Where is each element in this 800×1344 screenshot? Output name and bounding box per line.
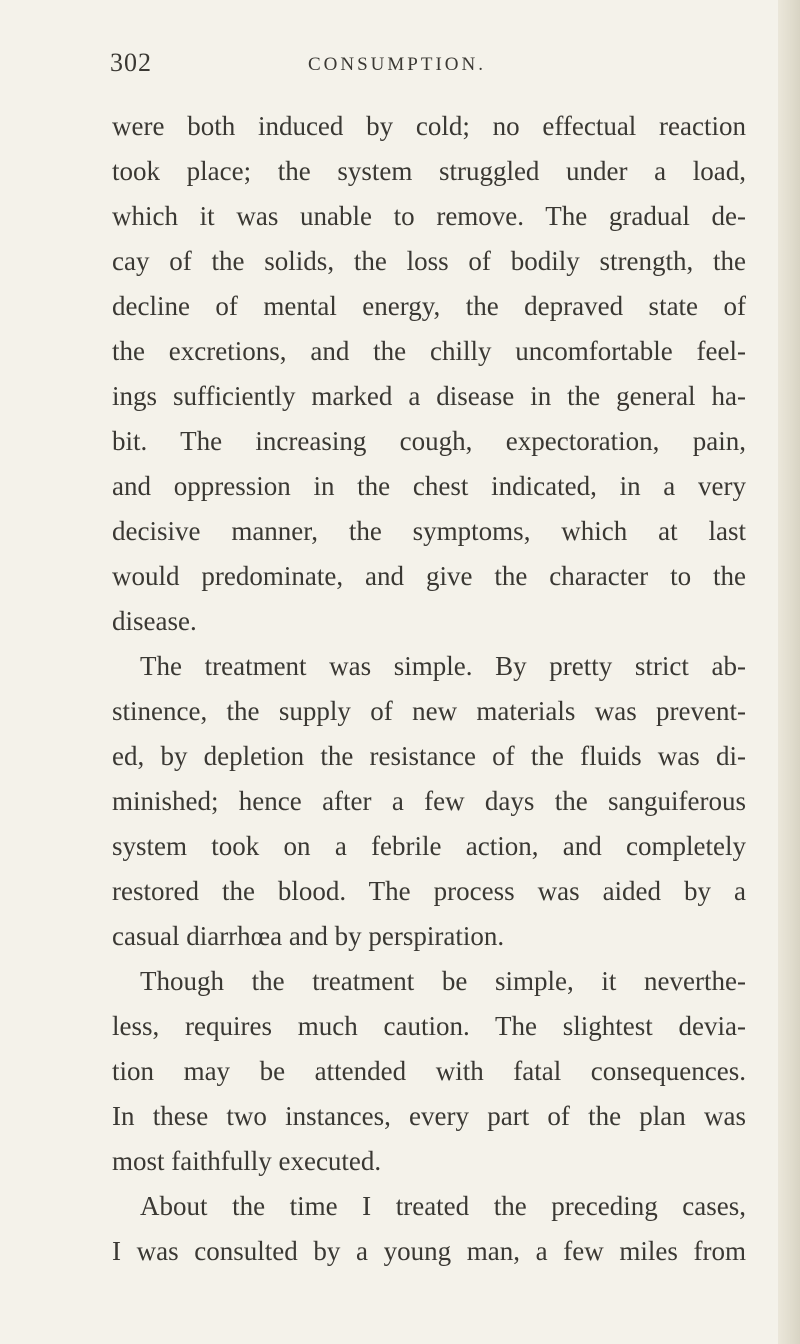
text-line: which it was unable to remove. The gradual de- — [112, 201, 746, 231]
text-line: ings sufficiently marked a disease in the general ha- — [112, 381, 746, 411]
text-line: decline of mental energy, the depraved state of — [112, 291, 746, 321]
text-line: less, requires much caution. The slightest devia- — [112, 1011, 746, 1041]
text-line: stinence, the supply of new materials was prevent- — [112, 696, 746, 726]
text-line: would predominate, and give the character to the — [112, 561, 746, 591]
paragraph-start-line: About the time I treated the preceding cases, — [140, 1191, 746, 1221]
paragraph-start-line: Though the treatment be simple, it neverthe- — [140, 966, 746, 996]
text-line: the excretions, and the chilly uncomfortable feel- — [112, 336, 746, 366]
text-line: tion may be attended with fatal consequences. — [112, 1056, 746, 1086]
text-line: restored the blood. The process was aided by a — [112, 876, 746, 906]
text-line: system took on a febrile action, and completely — [112, 831, 746, 861]
text-line: took place; the system struggled under a load, — [112, 156, 746, 186]
paragraph-start-line: The treatment was simple. By pretty strict ab- — [140, 651, 746, 681]
page-header — [110, 48, 770, 88]
paragraph-end-line: casual diarrhœa and by perspiration. — [112, 921, 505, 951]
text-line: cay of the solids, the loss of bodily strength, the — [112, 246, 746, 276]
page-number: 302 — [110, 48, 152, 77]
text-line: ed, by depletion the resistance of the fluids was di- — [112, 741, 746, 771]
text-line: minished; hence after a few days the sanguiferous — [112, 786, 746, 816]
running-head: CONSUMPTION. — [308, 54, 486, 75]
page-edge-shadow — [778, 0, 800, 1344]
text-line: bit. The increasing cough, expectoration, pain, — [112, 426, 746, 456]
text-line: decisive manner, the symptoms, which at last — [112, 516, 746, 546]
text-line: were both induced by cold; no effectual reaction — [112, 111, 746, 141]
paragraph-end-line: disease. — [112, 606, 197, 636]
body-text — [112, 104, 746, 1274]
text-line: In these two instances, every part of the plan was — [112, 1101, 746, 1131]
text-line: and oppression in the chest indicated, in a very — [112, 471, 746, 501]
paragraph-end-line: most faithfully executed. — [112, 1146, 382, 1176]
text-line: I was consulted by a young man, a few miles from — [112, 1236, 746, 1266]
